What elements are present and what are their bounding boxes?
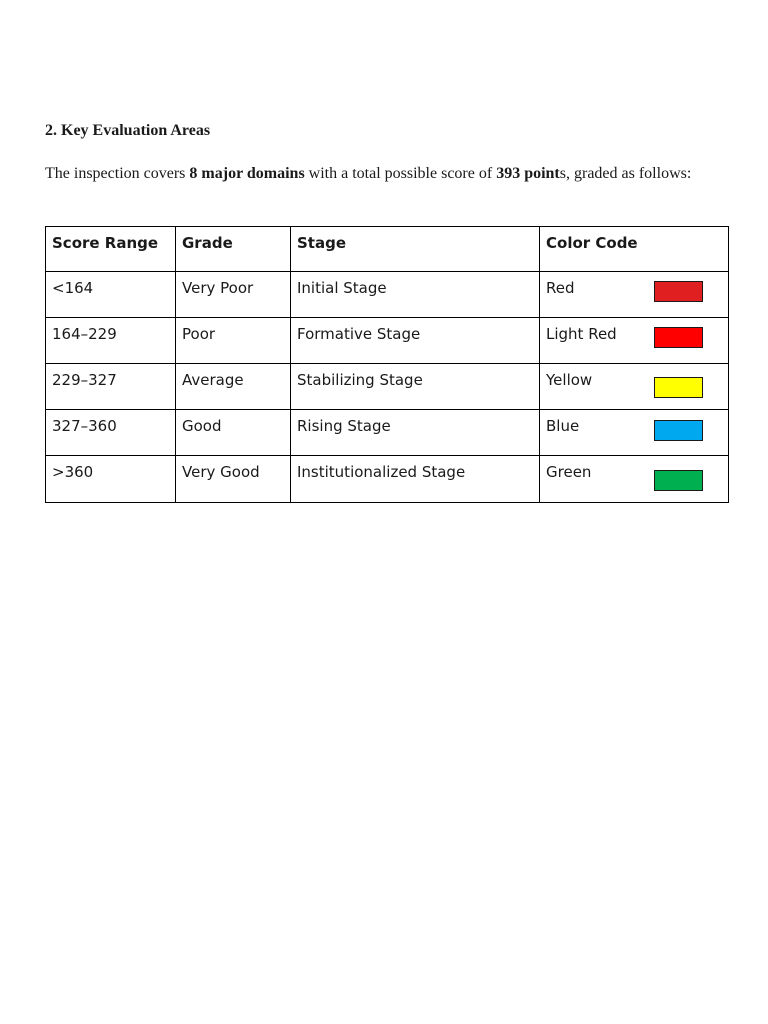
cell-grade: Poor <box>176 318 291 364</box>
intro-text: with a total possible score of <box>304 165 497 182</box>
cell-color-code <box>540 410 729 456</box>
cell-score-range: 229–327 <box>46 364 176 410</box>
intro-text: The inspection covers <box>45 165 190 182</box>
table-row <box>46 364 729 410</box>
cell-grade: Average <box>176 364 291 410</box>
cell-stage: Initial Stage <box>291 272 540 318</box>
header-score-range: Score Range <box>46 227 176 272</box>
color-name: Blue <box>546 417 580 435</box>
color-swatch <box>654 281 703 302</box>
header-color-code: Color Code <box>540 227 729 272</box>
table-header-row <box>46 227 729 272</box>
color-name: Red <box>546 279 575 297</box>
table-row <box>46 272 729 318</box>
intro-domains-count: 8 major domains <box>189 165 305 182</box>
cell-score-range: >360 <box>46 456 176 503</box>
color-swatch <box>654 420 703 441</box>
cell-score-range: <164 <box>46 272 176 318</box>
cell-stage: Stabilizing Stage <box>291 364 540 410</box>
cell-color-code <box>540 318 729 364</box>
color-swatch <box>654 377 703 398</box>
section-heading: 2. Key Evaluation Areas <box>45 122 211 139</box>
table-row <box>46 456 729 503</box>
header-grade: Grade <box>176 227 291 272</box>
color-swatch <box>654 327 703 348</box>
table-row <box>46 410 729 456</box>
cell-grade: Good <box>176 410 291 456</box>
intro-paragraph <box>45 160 729 188</box>
header-stage: Stage <box>291 227 540 272</box>
cell-score-range: 164–229 <box>46 318 176 364</box>
cell-color-code <box>540 364 729 410</box>
cell-color-code <box>540 272 729 318</box>
cell-stage: Institutionalized Stage <box>291 456 540 503</box>
color-swatch <box>654 470 703 491</box>
cell-score-range: 327–360 <box>46 410 176 456</box>
color-name: Yellow <box>546 371 593 389</box>
color-name: Light Red <box>546 325 617 343</box>
table-row <box>46 318 729 364</box>
cell-stage: Rising Stage <box>291 410 540 456</box>
intro-text: s, graded as follows: <box>559 165 692 182</box>
cell-stage: Formative Stage <box>291 318 540 364</box>
color-name: Green <box>546 463 592 481</box>
grading-table <box>45 226 729 503</box>
cell-grade: Very Poor <box>176 272 291 318</box>
intro-total-points: 393 point <box>496 165 560 182</box>
cell-color-code <box>540 456 729 503</box>
cell-grade: Very Good <box>176 456 291 503</box>
